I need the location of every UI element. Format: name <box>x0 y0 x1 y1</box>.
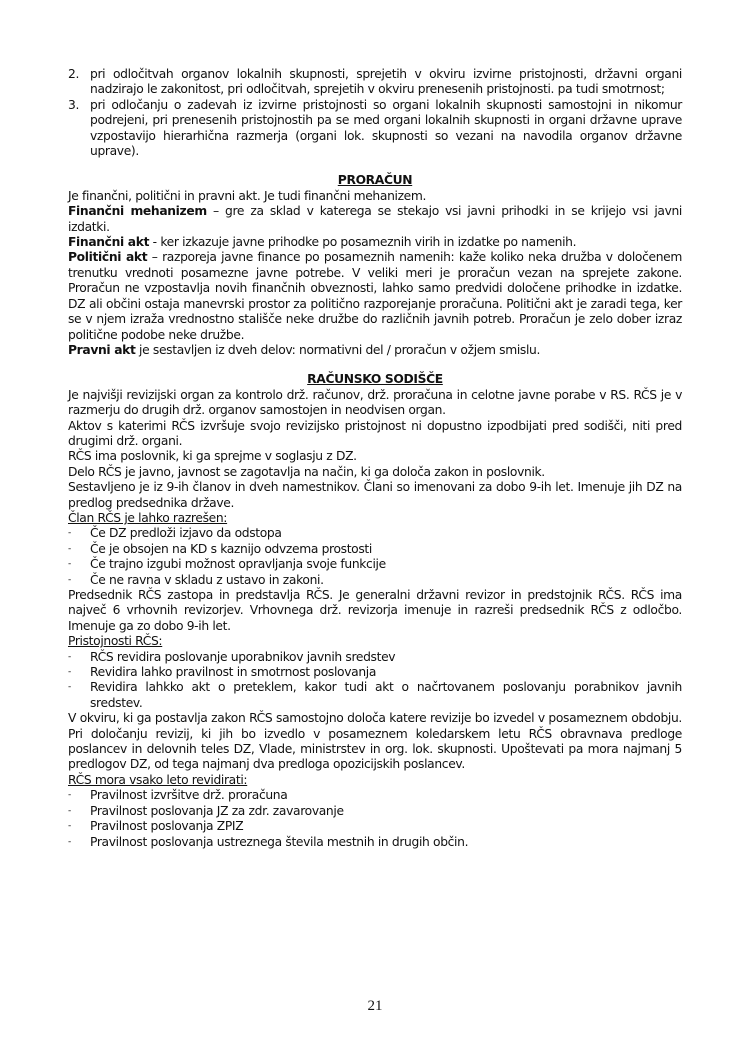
dash-bullet-icon: - <box>68 805 71 816</box>
list-item <box>68 788 682 803</box>
dash-bullet-icon: - <box>68 528 71 539</box>
list-item <box>68 526 682 541</box>
rcs-paragraph: Predsednik RČS zastopa in predstavlja RČS. Je generalni državni revizor in predstojnik RČS. RČS ima največ 6 vrhovnih revizorjev. Vrhovnega drž. revizorja imenuje in razreši predsednik RČS z odločbo. Imenuje ga zo dobo 9-ih let. <box>68 588 682 633</box>
dash-bullet-icon: - <box>68 574 71 585</box>
list-item-text: Če ne ravna v skladu z ustavo in zakoni. <box>90 572 324 587</box>
list-item-text: Če trajno izgubi možnost opravljanja svoje funkcije <box>90 557 386 572</box>
list-item <box>68 557 682 572</box>
list-item-text: Revidira lahkko akt o preteklem, kakor tudi akt o načrtovanem poslovanju porabnikov javnih sredstev. <box>90 680 682 710</box>
list-item-text: Če DZ predloži izjavo da odstopa <box>90 526 282 541</box>
rcs-paragraph: Sestavljeno je iz 9-ih članov in dveh namestnikov. Člani so imenovani za dobo 9-ih let. Imenuje jih DZ na predlog predsednika države. <box>68 480 682 510</box>
paragraph-financni-akt <box>68 235 682 250</box>
item-number: 2. <box>68 67 80 81</box>
dash-bullet-icon: - <box>68 836 71 847</box>
definition: – razporeja javne finance po posameznih namenih: kaže koliko neka družba v določenem trenutku vrednoti posamezne javne potrebe. V veliki meri je proračun vezan na sprejete zakone. Proračun ne vzpostavlja novih finančnih obveznosti, lahko samo predvidi določene prihodke in izdatke. DZ ali občini ostaja manevrski prostor za politično razporejanje proračuna. Politični akt je zaradi tega, ker se v njem izraža vrednostno stališče neke družbe do različnih javnih potreb. Proračun je zelo dober izraz politične podobe neke družbe. <box>68 250 683 342</box>
definition: - ker izkazuje javne prihodke po posameznih virih in izdatke po namenih. <box>149 235 577 250</box>
definition: je sestavljen iz dveh delov: normativni del / proračun v ožjem smislu. <box>135 342 541 357</box>
list-item-text: Če je obsojen na KD s kaznijo odvzema prostosti <box>90 541 372 556</box>
paragraph-financni-mehanizem <box>68 204 682 235</box>
dash-bullet-icon: - <box>68 559 71 570</box>
list-item-text: Pravilnost poslovanja JZ za zdr. zavarovanje <box>90 803 344 818</box>
subheading-pristojnosti: Pristojnosti RČS: <box>68 634 163 649</box>
numbered-list <box>68 67 682 159</box>
section-heading-racunsko-sodisce: RAČUNSKO SODIŠČE <box>307 372 443 387</box>
dash-bullet-icon: - <box>68 543 71 554</box>
list-razresen <box>68 526 682 588</box>
section-heading-proracun: PRORAČUN <box>337 173 413 188</box>
page-number: 21 <box>367 998 383 1014</box>
list-item-text: Pravilnost poslovanja ustreznega števila mestnih in drugih občin. <box>90 834 469 849</box>
rcs-paragraph: Je najvišji revizijski organ za kontrolo drž. računov, drž. proračuna in celotne javne porabe v RS. RČS je v razmerju do drugih drž. organov samostojen in neodvisen organ. <box>68 387 682 418</box>
term: Finančni mehanizem <box>68 204 207 219</box>
list-item <box>68 819 682 834</box>
rcs-paragraph: V okviru, ki ga postavlja zakon RČS samostojno določa katere revizije bo izvedel v posameznem obdobju. Pri določanju revizij, ki jih bo izvedlo v posameznem koledarskem letu RČS obravnava predloge poslancev in delovnih teles DZ, Vlade, ministrstev in org. lok. skupnosti. Upoštevati pa mora najmanj 5 predlogov DZ, od tega najmanj dva predloga opozicijskih poslancev. <box>68 711 682 772</box>
list-pristojnosti <box>68 650 682 712</box>
item-number: 3. <box>68 97 80 112</box>
list-item-text: Pravilnost poslovanja ZPIZ <box>90 819 244 834</box>
list-item <box>68 804 682 819</box>
subheading-revidirati: RČS mora vsako leto revidirati: <box>68 772 248 787</box>
document-page <box>68 67 682 850</box>
numbered-item <box>68 67 682 98</box>
term: Finančni akt <box>68 235 150 250</box>
numbered-item <box>68 98 682 160</box>
list-item <box>68 680 682 711</box>
paragraph-pravni-akt <box>68 343 682 358</box>
dash-bullet-icon: - <box>68 790 71 801</box>
proracun-intro: Je finančni, politični in pravni akt. Je tudi finančni mehanizem. <box>68 188 427 203</box>
list-item-text: Revidira lahko pravilnost in smotrnost poslovanja <box>90 665 377 680</box>
subheading-razresen: Član RČS je lahko razrešen: <box>68 510 228 525</box>
rcs-paragraph: Delo RČS je javno, javnost se zagotavlja na način, ki ga določa zakon in poslovnik. <box>68 464 545 479</box>
list-item-text: RČS revidira poslovanje uporabnikov javnih sredstev <box>90 649 396 664</box>
list-item-text: Pravilnost izvršitve drž. proračuna <box>90 788 288 803</box>
dash-bullet-icon: - <box>68 651 71 662</box>
list-item <box>68 835 682 850</box>
dash-bullet-icon: - <box>68 821 71 832</box>
term: Pravni akt <box>68 342 136 357</box>
list-item <box>68 573 682 588</box>
list-revidirati <box>68 788 682 850</box>
list-item <box>68 542 682 557</box>
dash-bullet-icon: - <box>68 667 71 678</box>
dash-bullet-icon: - <box>68 682 71 693</box>
list-item <box>68 665 682 680</box>
item-text: pri odločitvah organov lokalnih skupnosti, sprejetih v okviru izvirne pristojnosti, državni organi nadzirajo le zakonitost, pri odločitvah, sprejetih v okviru prenesenih pristojnosti. pa tudi smotrnost; <box>90 67 682 97</box>
list-item <box>68 650 682 665</box>
rcs-paragraph: Aktov s katerimi RČS izvršuje svojo revizijsko pristojnost ni dopustno izpodbijati pred sodišči, niti pred drugimi drž. organi. <box>68 418 682 448</box>
definition: – gre za sklad v katerega se stekajo vsi javni prihodki in se krijejo vsi javni izdatki. <box>68 204 683 234</box>
item-text: pri odločanju o zadevah iz izvirne pristojnosti so organi lokalnih skupnosti samostojni in nikomur podrejeni, pri prenesenih pristojnostih pa se med organi lokalnih skupnosti in organi državne uprave vzpostavijo hierarhična razmerja (organi lok. skupnosti so vezani na navodila organov državne uprave). <box>90 97 682 159</box>
rcs-paragraph: RČS ima poslovnik, ki ga sprejme v soglasju z DZ. <box>68 449 357 464</box>
paragraph-politicni-akt <box>68 250 682 342</box>
term: Politični akt <box>68 250 148 265</box>
